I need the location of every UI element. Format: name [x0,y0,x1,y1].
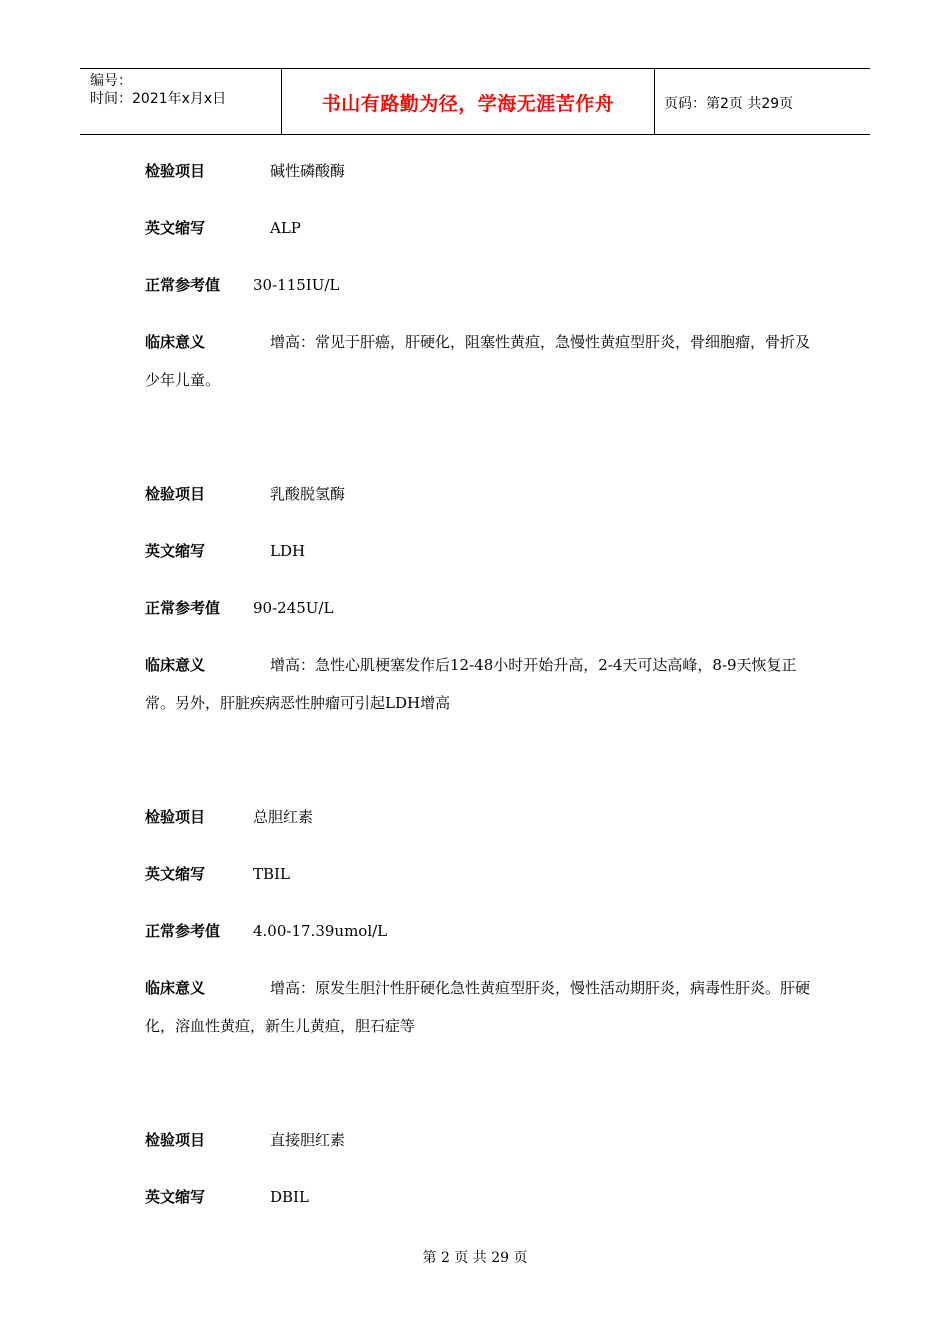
clinical-label: 临床意义 [145,979,206,997]
ref-label: 正常参考值 [145,922,221,940]
item-label: 检验项目 [145,485,206,503]
item-value: 乳酸脱氢酶 [270,485,346,503]
item-label: 检验项目 [145,1131,206,1149]
page-footer: 第 2 页 共 29 页 [422,1250,528,1266]
clinical-significance [145,969,813,1045]
ref-value: 30-115IU/L [253,276,340,294]
clinical-label: 临床意义 [145,333,206,351]
abbr-label: 英文缩写 [145,542,206,560]
abbr-label: 英文缩写 [145,865,206,883]
abbr-label: 英文缩写 [145,1188,206,1206]
clinical-text: 增高：常见于肝癌，肝硬化，阻塞性黄疸，急慢性黄疸型肝炎，骨细胞瘤，骨折及少年儿童。 [145,333,811,389]
abbr-label: 英文缩写 [145,219,206,237]
header-divider-right [654,69,655,135]
clinical-significance [145,323,813,399]
clinical-label: 临床意义 [145,656,206,674]
item-label: 检验项目 [145,162,206,180]
abbr-value: ALP [270,219,301,237]
header-page-number: 页码：第2页 共29页 [664,96,794,112]
abbr-value: TBIL [253,865,290,883]
clinical-text: 增高：急性心肌梗塞发作后12-48小时开始升高，2-4天可达高峰，8-9天恢复正常。另外，肝脏疾病恶性肿瘤可引起LDH增高 [145,656,797,712]
document-number-label: 编号： [90,73,132,89]
header-motto: 书山有路勤为径，学海无涯苦作舟 [321,93,615,115]
ref-value: 4.00-17.39umol/L [253,922,388,940]
item-value: 碱性磷酸酶 [270,162,346,180]
abbr-value: LDH [270,542,306,560]
item-value: 总胆红素 [253,808,314,826]
header-meta [90,72,226,108]
document-date-label: 时间：2021年x月x日 [90,91,227,107]
page-header [80,68,870,135]
clinical-significance [145,646,813,722]
ref-label: 正常参考值 [145,599,221,617]
abbr-value: DBIL [270,1188,309,1206]
item-value: 直接胆红素 [270,1131,346,1149]
ref-value: 90-245U/L [253,599,334,617]
ref-label: 正常参考值 [145,276,221,294]
item-label: 检验项目 [145,808,206,826]
clinical-text: 增高：原发生胆汁性肝硬化急性黄疸型肝炎，慢性活动期肝炎，病毒性肝炎。肝硬化，溶血性黄疸，新生儿黄疸，胆石症等 [145,979,811,1035]
